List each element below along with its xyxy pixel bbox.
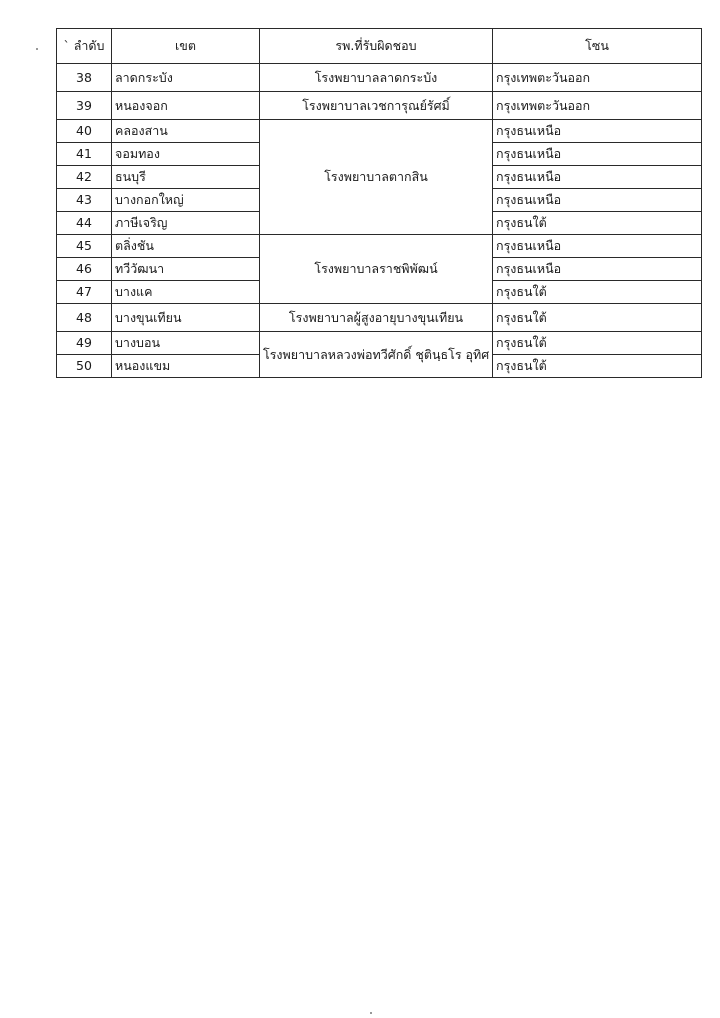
row-number: 49 <box>57 332 112 355</box>
zone-cell: กรุงธนใต้ <box>493 281 702 304</box>
zone-cell: กรุงธนใต้ <box>493 355 702 378</box>
zone-cell: กรุงธนใต้ <box>493 304 702 332</box>
zone-cell: กรุงธนใต้ <box>493 332 702 355</box>
table-row <box>57 235 702 258</box>
row-number: 39 <box>57 92 112 120</box>
zone-cell: กรุงธนเหนือ <box>493 166 702 189</box>
zone-cell: กรุงธนเหนือ <box>493 235 702 258</box>
table-row <box>57 120 702 143</box>
hospital-cell: โรงพยาบาลเวชการุณย์รัศมิ์ <box>260 92 493 120</box>
hospital-cell: โรงพยาบาลหลวงพ่อทวีศักดิ์ ชุตินฺธโร อุทิศ <box>260 332 493 378</box>
district-cell: คลองสาน <box>112 120 260 143</box>
header-no-label: ลำดับ <box>73 38 105 53</box>
header-district: เขต <box>112 29 260 64</box>
hospital-cell: โรงพยาบาลลาดกระบัง <box>260 64 493 92</box>
table-row <box>57 304 702 332</box>
table-header-row <box>57 29 702 64</box>
district-cell: ธนบุรี <box>112 166 260 189</box>
zone-cell: กรุงเทพตะวันออก <box>493 92 702 120</box>
district-cell: บางขุนเทียน <box>112 304 260 332</box>
row-number: 43 <box>57 189 112 212</box>
row-number: 44 <box>57 212 112 235</box>
zone-cell: กรุงธนเหนือ <box>493 189 702 212</box>
zone-cell: กรุงธนเหนือ <box>493 143 702 166</box>
table-row <box>57 332 702 355</box>
district-cell: หนองจอก <box>112 92 260 120</box>
row-number: 50 <box>57 355 112 378</box>
district-cell: บางบอน <box>112 332 260 355</box>
table-row <box>57 64 702 92</box>
district-cell: หนองแขม <box>112 355 260 378</box>
district-cell: ตลิ่งชัน <box>112 235 260 258</box>
row-number: 40 <box>57 120 112 143</box>
row-number: 46 <box>57 258 112 281</box>
hospital-cell: โรงพยาบาลราชพิพัฒน์ <box>260 235 493 304</box>
row-number: 48 <box>57 304 112 332</box>
zone-cell: กรุงธนเหนือ <box>493 258 702 281</box>
zone-cell: กรุงธนใต้ <box>493 212 702 235</box>
district-cell: ภาษีเจริญ <box>112 212 260 235</box>
row-number: 45 <box>57 235 112 258</box>
hospital-cell: โรงพยาบาลตากสิน <box>260 120 493 235</box>
header-zone: โซน <box>493 29 702 64</box>
row-number: 47 <box>57 281 112 304</box>
district-cell: บางแค <box>112 281 260 304</box>
row-number: 38 <box>57 64 112 92</box>
zone-cell: กรุงเทพตะวันออก <box>493 64 702 92</box>
zone-cell: กรุงธนเหนือ <box>493 120 702 143</box>
district-cell: จอมทอง <box>112 143 260 166</box>
hospital-district-table <box>56 28 702 378</box>
hospital-cell: โรงพยาบาลผู้สูงอายุบางขุนเทียน <box>260 304 493 332</box>
district-cell: ทวีวัฒนา <box>112 258 260 281</box>
row-number: 41 <box>57 143 112 166</box>
district-cell: ลาดกระบัง <box>112 64 260 92</box>
header-no <box>57 29 112 64</box>
scan-speck <box>370 1012 372 1014</box>
header-mark: ` <box>63 38 70 53</box>
district-cell: บางกอกใหญ่ <box>112 189 260 212</box>
table-row <box>57 92 702 120</box>
row-number: 42 <box>57 166 112 189</box>
scan-speck <box>36 48 38 50</box>
header-hospital: รพ.ที่รับผิดชอบ <box>260 29 493 64</box>
